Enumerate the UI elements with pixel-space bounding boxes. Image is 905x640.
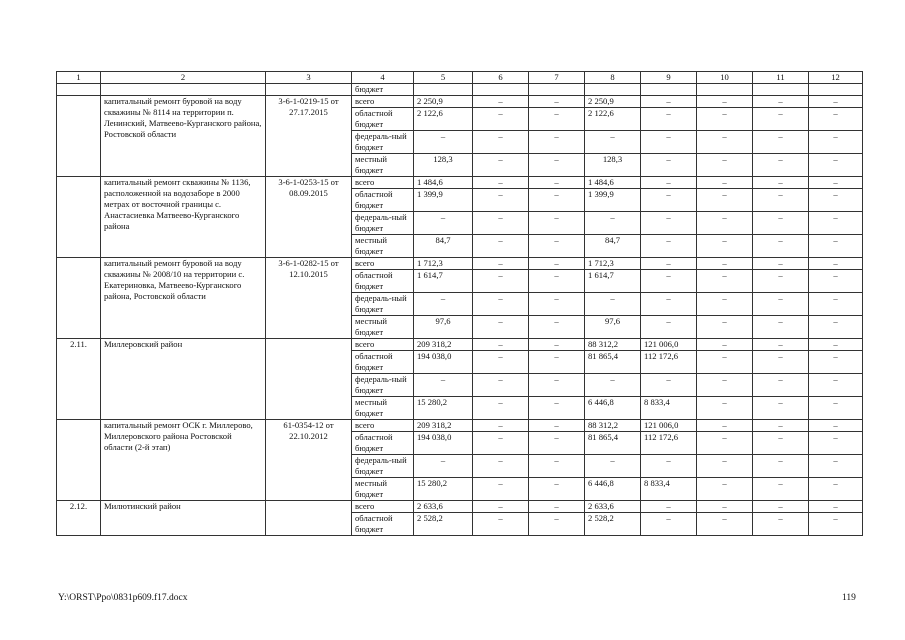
value-total: – [414,455,473,478]
value-col11: – [753,455,809,478]
value-col11: – [753,270,809,293]
value-col6: – [473,108,529,131]
value-col7: – [529,235,585,258]
value-col9: 8 833,4 [641,397,697,420]
value-col11: – [753,432,809,455]
value-col10: – [697,235,753,258]
col-header: 6 [473,72,529,84]
value-total: 209 318,2 [414,339,473,351]
value-col9: – [641,154,697,177]
funding-source: федераль-ный бюджет [352,293,414,316]
value-col9: – [641,374,697,397]
value-col10: – [697,212,753,235]
col-header: 12 [809,72,863,84]
value-col12: – [809,177,863,189]
value-col12: – [809,131,863,154]
value-col6 [473,84,529,96]
value-col9: – [641,131,697,154]
value-total: – [414,212,473,235]
value-col11: – [753,351,809,374]
col-header: 1 [57,72,101,84]
funding-source: областной бюджет [352,432,414,455]
table-row [57,177,863,189]
table-row [57,339,863,351]
value-col11: – [753,420,809,432]
value-col10: – [697,270,753,293]
funding-source: всего [352,96,414,108]
col-header: 9 [641,72,697,84]
value-total: 194 038,0 [414,351,473,374]
value-col11: – [753,293,809,316]
value-col6: – [473,154,529,177]
table-row [57,501,863,513]
value-col9: – [641,96,697,108]
value-col8: – [585,131,641,154]
item-document [266,84,352,96]
funding-source: федераль-ный бюджет [352,455,414,478]
value-col7: – [529,154,585,177]
value-col11: – [753,258,809,270]
item-number: 2.12. [57,501,101,536]
value-col9: – [641,108,697,131]
value-col9: – [641,501,697,513]
value-col8: 81 865,4 [585,432,641,455]
value-col11: – [753,212,809,235]
value-col11: – [753,96,809,108]
value-col8: – [585,455,641,478]
item-document: 3-6-1-0282-15 от 12.10.2015 [266,258,352,339]
value-col11: – [753,374,809,397]
value-col11: – [753,189,809,212]
value-col12: – [809,432,863,455]
value-col9: – [641,177,697,189]
col-header: 11 [753,72,809,84]
value-col7: – [529,316,585,339]
funding-source: областной бюджет [352,270,414,293]
value-col7: – [529,131,585,154]
value-col11: – [753,501,809,513]
value-col9: 8 833,4 [641,478,697,501]
value-col6: – [473,351,529,374]
value-col6: – [473,270,529,293]
value-col6: – [473,339,529,351]
value-col10: – [697,293,753,316]
value-col7: – [529,455,585,478]
value-col8: 6 446,8 [585,397,641,420]
funding-source: всего [352,501,414,513]
value-col10: – [697,258,753,270]
value-col12: – [809,316,863,339]
value-col10: – [697,108,753,131]
value-col10: – [697,478,753,501]
value-col12 [809,84,863,96]
value-col10: – [697,154,753,177]
value-col7: – [529,513,585,536]
value-col8: – [585,212,641,235]
value-total: 128,3 [414,154,473,177]
value-col6: – [473,189,529,212]
page-number: 119 [842,593,856,603]
value-col10: – [697,455,753,478]
value-col12: – [809,397,863,420]
value-col10: – [697,177,753,189]
value-col12: – [809,513,863,536]
value-col10: – [697,131,753,154]
value-col7: – [529,397,585,420]
value-col8: – [585,374,641,397]
value-col6: – [473,96,529,108]
value-total: 194 038,0 [414,432,473,455]
value-total: 2 250,9 [414,96,473,108]
item-document [266,339,352,420]
funding-source: бюджет [352,84,414,96]
value-col9: 112 172,6 [641,432,697,455]
value-col9: – [641,316,697,339]
value-col7: – [529,339,585,351]
value-col12: – [809,154,863,177]
value-col10: – [697,432,753,455]
value-col7: – [529,420,585,432]
col-header: 2 [101,72,266,84]
value-col12: – [809,420,863,432]
value-col12: – [809,189,863,212]
value-col12: – [809,270,863,293]
funding-source: всего [352,177,414,189]
funding-source: федераль-ный бюджет [352,374,414,397]
value-total: 1 399,9 [414,189,473,212]
value-total: 209 318,2 [414,420,473,432]
value-col8: 1 484,6 [585,177,641,189]
value-col8: 128,3 [585,154,641,177]
value-col7: – [529,374,585,397]
value-col11: – [753,177,809,189]
value-col12: – [809,258,863,270]
item-document: 3-6-1-0219-15 от 27.17.2015 [266,96,352,177]
funding-source: областной бюджет [352,351,414,374]
value-col8: 88 312,2 [585,339,641,351]
value-col6: – [473,432,529,455]
value-total: 2 122,6 [414,108,473,131]
value-col11: – [753,108,809,131]
file-path: Y:\ORST\Ppo\0831p609.f17.docx [58,593,188,603]
value-col9: – [641,235,697,258]
value-col7: – [529,212,585,235]
value-col9: – [641,189,697,212]
value-col8: 1 614,7 [585,270,641,293]
value-total: – [414,293,473,316]
value-col7: – [529,177,585,189]
value-col10: – [697,351,753,374]
value-col6: – [473,513,529,536]
value-col6: – [473,131,529,154]
funding-source: местный бюджет [352,397,414,420]
value-total: 1 614,7 [414,270,473,293]
value-col12: – [809,96,863,108]
value-col12: – [809,293,863,316]
item-name [101,84,266,96]
value-col12: – [809,212,863,235]
value-col8: 2 122,6 [585,108,641,131]
value-total: 15 280,2 [414,478,473,501]
value-col6: – [473,455,529,478]
value-col10: – [697,374,753,397]
value-total: – [414,374,473,397]
value-col6: – [473,478,529,501]
funding-source: всего [352,339,414,351]
value-total: 84,7 [414,235,473,258]
col-header: 8 [585,72,641,84]
value-col12: – [809,108,863,131]
value-col6: – [473,374,529,397]
value-col6: – [473,397,529,420]
item-number [57,96,101,177]
value-total: 97,6 [414,316,473,339]
funding-source: федераль-ный бюджет [352,212,414,235]
value-col12: – [809,455,863,478]
value-col8: 88 312,2 [585,420,641,432]
value-col7: – [529,478,585,501]
value-col10: – [697,189,753,212]
value-col8: 97,6 [585,316,641,339]
value-col6: – [473,235,529,258]
value-total: 2 528,2 [414,513,473,536]
value-total: 1 484,6 [414,177,473,189]
value-col10 [697,84,753,96]
value-col8: 1 399,9 [585,189,641,212]
value-col11: – [753,397,809,420]
value-col8: 81 865,4 [585,351,641,374]
value-col7: – [529,293,585,316]
value-col8: – [585,293,641,316]
value-col11: – [753,154,809,177]
item-number [57,258,101,339]
value-col11: – [753,339,809,351]
value-col7: – [529,96,585,108]
value-col9: 112 172,6 [641,351,697,374]
value-col10: – [697,420,753,432]
value-col9: – [641,455,697,478]
value-col6: – [473,177,529,189]
value-col11: – [753,131,809,154]
item-name: капитальный ремонт ОСК г. Миллерово, Миллеровского района Ростовской области (2-й этап) [101,420,266,501]
value-col6: – [473,258,529,270]
value-col7: – [529,270,585,293]
value-col6: – [473,293,529,316]
funding-source: всего [352,420,414,432]
col-header: 10 [697,72,753,84]
value-col8: 2 633,6 [585,501,641,513]
value-col8: 84,7 [585,235,641,258]
funding-source: местный бюджет [352,154,414,177]
item-number [57,420,101,501]
value-col6: – [473,316,529,339]
value-col7: – [529,258,585,270]
col-header: 5 [414,72,473,84]
value-col12: – [809,339,863,351]
col-header: 4 [352,72,414,84]
funding-source: областной бюджет [352,189,414,212]
col-header: 7 [529,72,585,84]
value-col12: – [809,351,863,374]
value-col8 [585,84,641,96]
value-col6: – [473,420,529,432]
value-col7: – [529,501,585,513]
value-col7: – [529,432,585,455]
table-row [57,84,863,96]
funding-source: областной бюджет [352,513,414,536]
value-total: 2 633,6 [414,501,473,513]
table-row [57,258,863,270]
value-col8: 2 250,9 [585,96,641,108]
item-name: Миллеровский район [101,339,266,420]
value-col7: – [529,108,585,131]
item-name: капитальный ремонт скважины № 1136, расположенной на водозаборе в 2000 метрах от восточной границы с. Анастасиевка Матвеево-Курганского района [101,177,266,258]
value-col12: – [809,374,863,397]
value-col11 [753,84,809,96]
value-col9: 121 006,0 [641,420,697,432]
funding-source: областной бюджет [352,108,414,131]
value-col11: – [753,478,809,501]
value-col12: – [809,478,863,501]
value-col11: – [753,235,809,258]
value-col9: – [641,212,697,235]
value-col6: – [473,501,529,513]
budget-table [56,71,863,536]
item-name: капитальный ремонт буровой на воду скважины № 2008/10 на территории с. Екатериновка, Матвеево-Курганского района, Ростовской области [101,258,266,339]
item-name: капитальный ремонт буровой на воду скважины № 8114 на территории п. Ленинский, Матвеево-Курганского района, Ростовской области [101,96,266,177]
table-row [57,420,863,432]
item-document: 3-6-1-0253-15 от 08.09.2015 [266,177,352,258]
value-col11: – [753,513,809,536]
value-col10: – [697,501,753,513]
item-document: 61-0354-12 от 22.10.2012 [266,420,352,501]
funding-source: местный бюджет [352,316,414,339]
value-col8: 6 446,8 [585,478,641,501]
value-col10: – [697,339,753,351]
value-total: 1 712,3 [414,258,473,270]
value-total: – [414,131,473,154]
funding-source: местный бюджет [352,478,414,501]
funding-source: местный бюджет [352,235,414,258]
value-total: 15 280,2 [414,397,473,420]
value-col7 [529,84,585,96]
value-col11: – [753,316,809,339]
funding-source: федераль-ный бюджет [352,131,414,154]
item-number [57,177,101,258]
funding-source: всего [352,258,414,270]
item-number: 2.11. [57,339,101,420]
value-col12: – [809,501,863,513]
value-col7: – [529,351,585,374]
table-row [57,96,863,108]
header-row [57,72,863,84]
item-document [266,501,352,536]
value-col9: – [641,293,697,316]
value-col7: – [529,189,585,212]
value-col10: – [697,316,753,339]
value-col9: – [641,258,697,270]
value-col8: 2 528,2 [585,513,641,536]
value-total [414,84,473,96]
value-col10: – [697,96,753,108]
col-header: 3 [266,72,352,84]
item-name: Милютинский район [101,501,266,536]
value-col8: 1 712,3 [585,258,641,270]
value-col6: – [473,212,529,235]
value-col9: 121 006,0 [641,339,697,351]
value-col12: – [809,235,863,258]
item-number [57,84,101,96]
value-col9: – [641,513,697,536]
value-col10: – [697,513,753,536]
value-col10: – [697,397,753,420]
value-col9 [641,84,697,96]
value-col9: – [641,270,697,293]
